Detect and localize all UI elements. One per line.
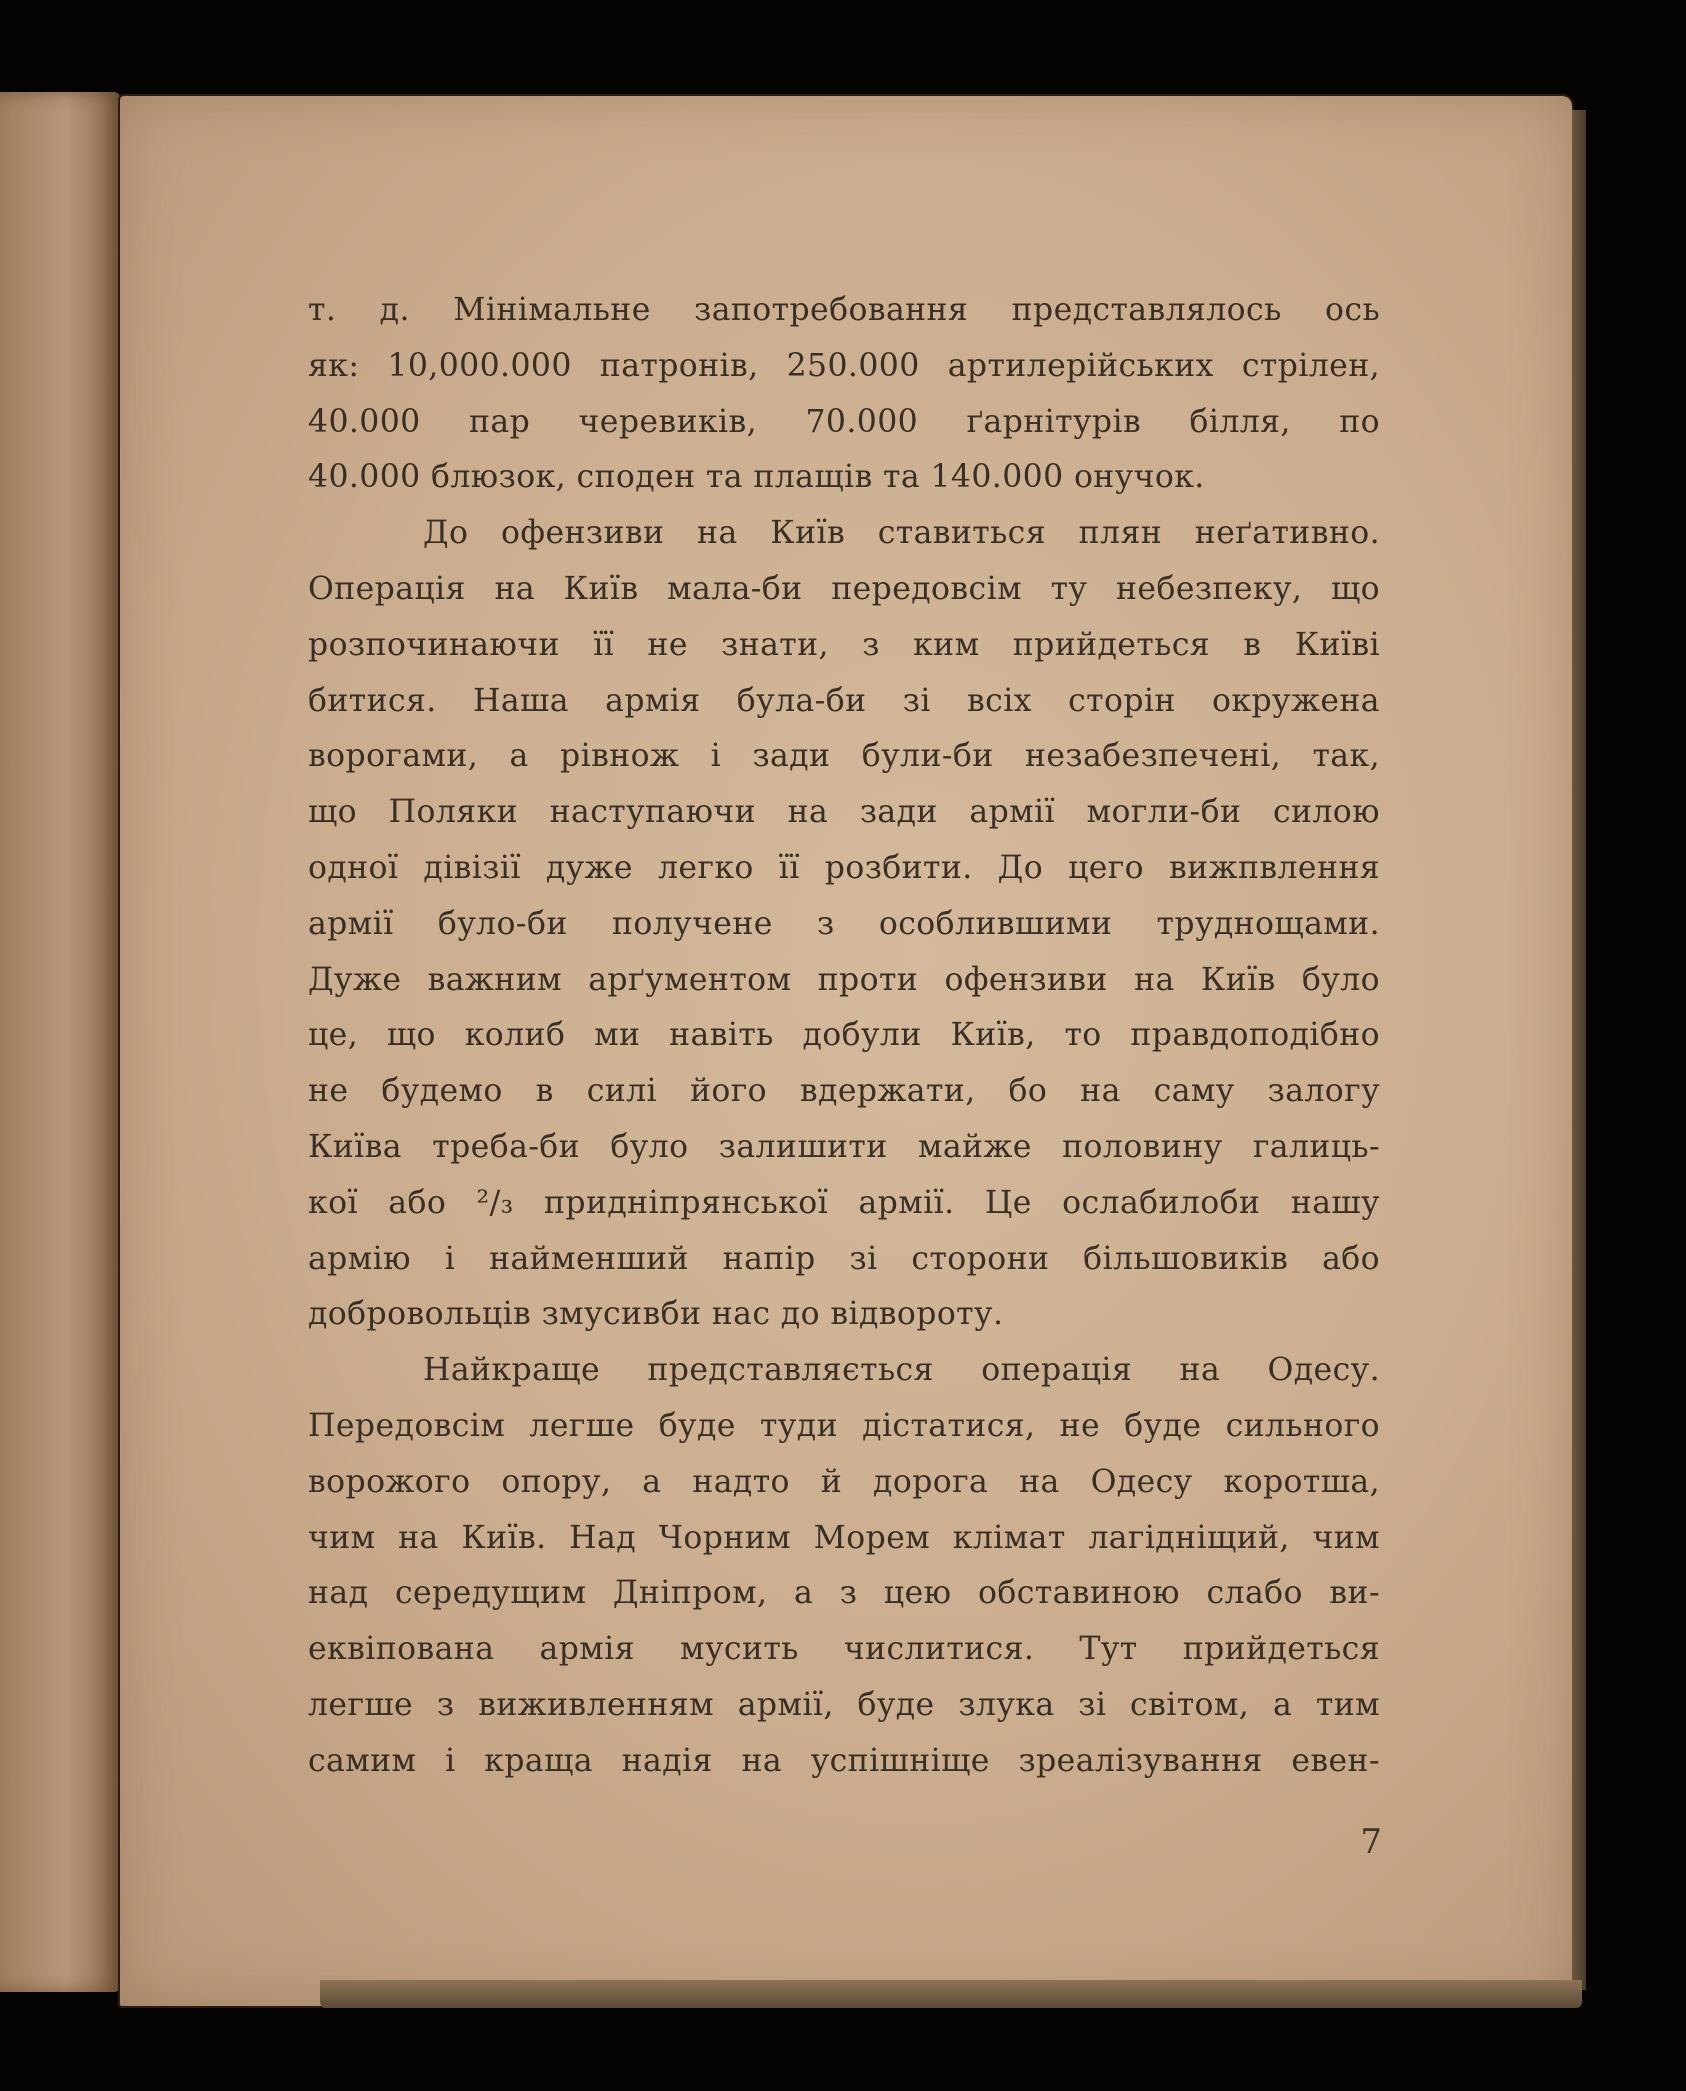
text-line: чим на Київ. Над Чорним Морем клімат лагідніщий, чим bbox=[308, 1519, 1380, 1556]
text-line: 40.000 пар черевиків, 70.000 ґарнітурів білля, по bbox=[308, 403, 1380, 440]
text-line: До офензиви на Київ ставиться плян неґативно. bbox=[423, 515, 1380, 552]
text-line: добровольців змусивби нас до відвороту. bbox=[308, 1296, 1004, 1333]
text-line: 40.000 блюзок, споден та плащів та 140.000 онучок. bbox=[308, 459, 1205, 496]
text-line: це, що колиб ми навіть добули Київ, то правдоподібно bbox=[308, 1017, 1380, 1054]
text-line: армії було-би получене з особлившими труднощами. bbox=[308, 905, 1380, 942]
text-line: Найкраще представляється операція на Одесу. bbox=[423, 1352, 1380, 1389]
body-text bbox=[308, 283, 1380, 1790]
text-line: самим і краща надія на успішніще зреалізування евен- bbox=[308, 1742, 1380, 1779]
left-page-edge bbox=[0, 92, 120, 1992]
text-line: т. д. Мінімальне запотребовання представлялось ось bbox=[308, 292, 1380, 328]
text-line: Передовсім легше буде туди дістатися, не буде сильного bbox=[308, 1407, 1380, 1444]
text-line: не будемо в силі його вдержати, бо на саму залогу bbox=[308, 1073, 1380, 1110]
text-line: як: 10,000.000 патронів, 250.000 артилерійських стрілен, bbox=[308, 347, 1380, 384]
text-line: легше з виживленням армії, буде злука зі світом, а тим bbox=[308, 1686, 1380, 1723]
right-page-edge bbox=[1572, 110, 1586, 1990]
page-number: 7 bbox=[1360, 1822, 1382, 1862]
bottom-page-edge bbox=[320, 1980, 1582, 2008]
text-line: над середущим Дніпром, а з цею обставиною слабо ви- bbox=[308, 1575, 1380, 1612]
text-line: битися. Наша армія була-би зі всіх сторін окружена bbox=[308, 682, 1380, 719]
text-line: Київа треба-би було залишити майже половину галиць- bbox=[308, 1128, 1380, 1165]
text-line: Дуже важним арґументом проти офензиви на Київ було bbox=[308, 961, 1380, 998]
text-line: еквіпована армія мусить числитися. Тут прийдеться bbox=[308, 1631, 1380, 1668]
text-line: що Поляки наступаючи на зади армії могли-би силою bbox=[308, 794, 1380, 831]
text-line: армію і найменший напір зі сторони більшовиків або bbox=[308, 1240, 1380, 1277]
text-line: кої або ²/₃ придніпрянської армії. Це ослабилоби нашу bbox=[308, 1184, 1380, 1221]
text-line: Операція на Київ мала-би передовсім ту небезпеку, що bbox=[308, 570, 1380, 607]
text-line: ворожого опору, а надто й дорога на Одесу коротша, bbox=[308, 1463, 1380, 1500]
text-line: розпочинаючи її не знати, з ким прийдеться в Київі bbox=[308, 626, 1380, 663]
text-line: одної дівізії дуже легко її розбити. До цего вижпвлення bbox=[308, 849, 1380, 886]
text-line: ворогами, а рівнож і зади були-би незабезпечені, так, bbox=[308, 738, 1380, 775]
